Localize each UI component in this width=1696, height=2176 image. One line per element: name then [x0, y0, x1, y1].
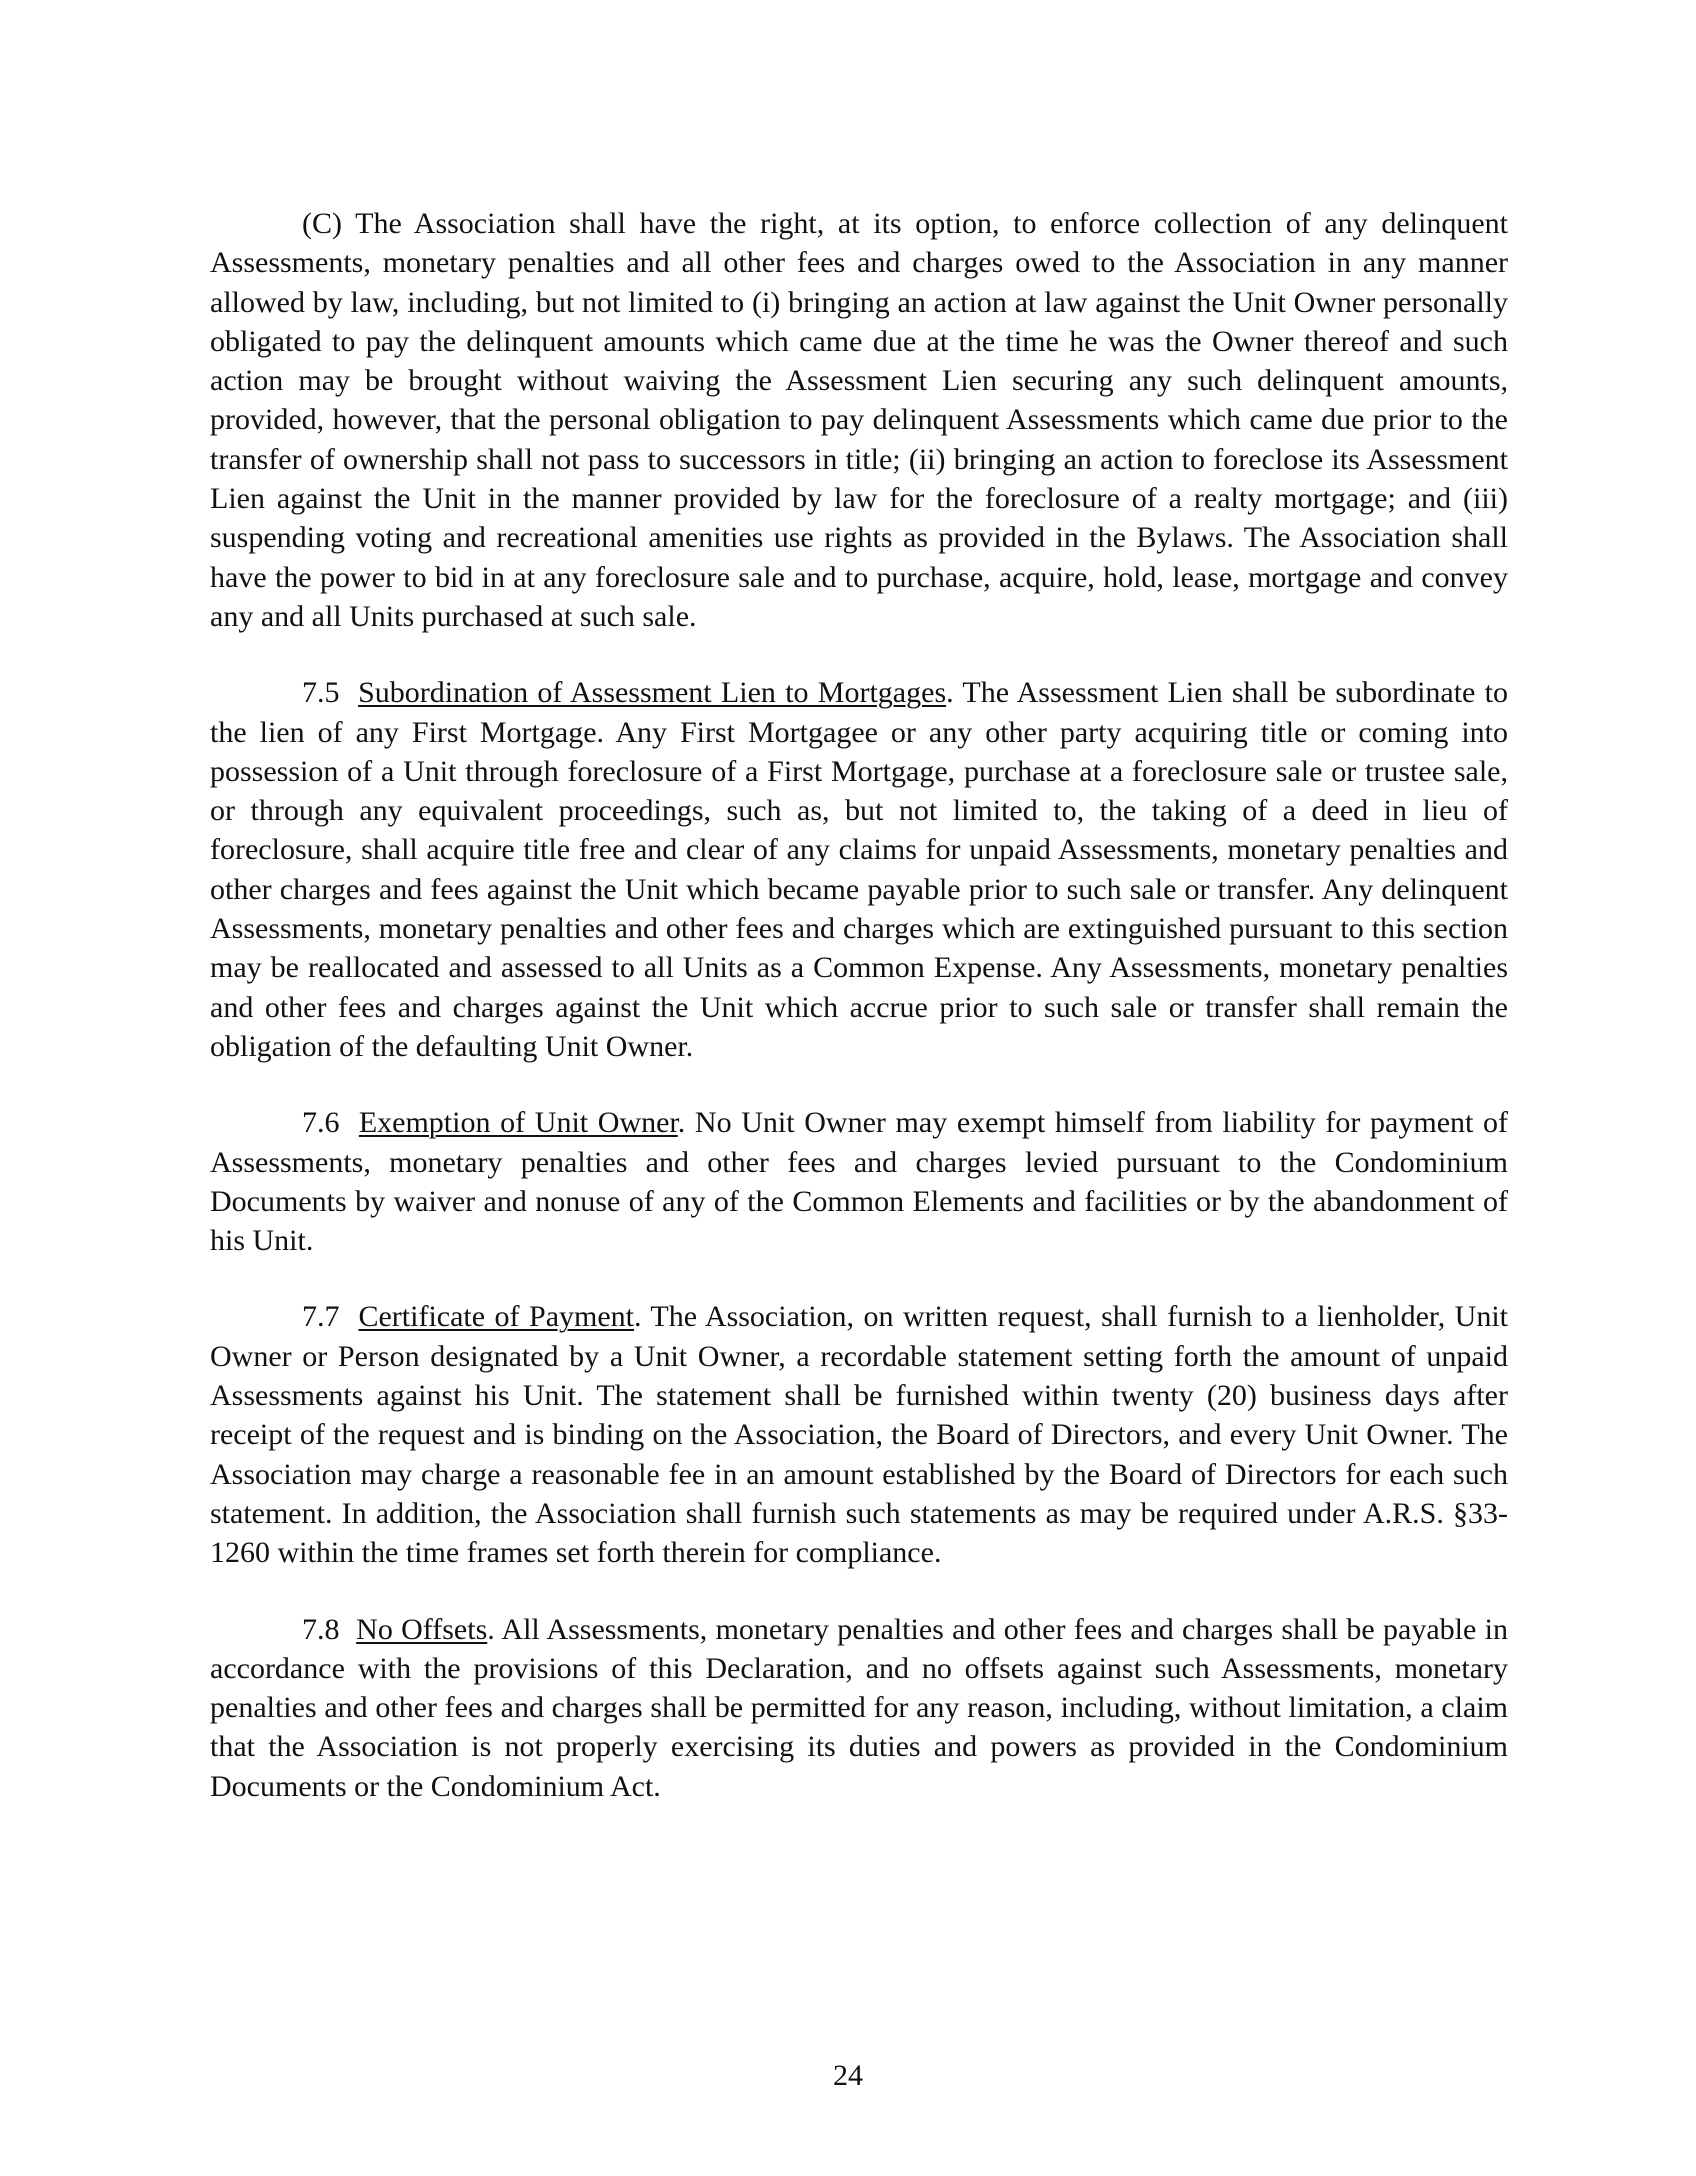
- document-page: [210, 204, 1508, 1843]
- section-7-5: [210, 673, 1508, 1066]
- paragraph-text: (C) The Association shall have the right, at its option, to enforce collection of any delinquent Assessments, monetary penalties and all other fees and charges owed to the Association in any manner allowed by law, including, but not limited to (i) bringing an action at law against the Unit Owner personally obligated to pay the delinquent amounts which came due at the time he was the Owner thereof and such action may be brought without waiving the Assessment Lien securing any such delinquent amounts, provided, however, that the personal obligation to pay delinquent Assessments which came due prior to the transfer of ownership shall not pass to successors in title; (ii) bringing an action to foreclose its Assessment Lien against the Unit in the manner provided by law for the foreclosure of a realty mortgage; and (iii) suspending voting and recreational amenities use rights as provided in the Bylaws. The Association shall have the power to bid in at any foreclosure sale and to purchase, acquire, hold, lease, mortgage and convey any and all Units purchased at such sale.: [210, 207, 1508, 633]
- section-text: . All Assessments, monetary penalties and other fees and charges shall be payable in accordance with the provisions of this Declaration, and no offsets against such Assessments, monetary penalties and other fees and charges shall be permitted for any reason, including, without limitation, a claim that the Association is not properly exercising its duties and powers as provided in the Condominium Documents or the Condominium Act.: [210, 1612, 1508, 1803]
- section-text: . No Unit Owner may exempt himself from liability for payment of Assessments, monetary penalties and other fees and charges levied pursuant to the Condominium Documents by waiver and nonuse of any of the Common Elements and facilities or by the abandonment of his Unit.: [210, 1106, 1509, 1258]
- page-number: 24: [833, 2059, 863, 2092]
- section-heading: Certificate of Payment: [358, 1300, 634, 1334]
- section-heading: Exemption of Unit Owner: [358, 1106, 678, 1140]
- section-heading: No Offsets: [356, 1612, 488, 1646]
- paragraph-c-collection: [210, 204, 1508, 636]
- section-7-6: [210, 1103, 1508, 1260]
- section-number: 7.8: [302, 1612, 340, 1646]
- section-number: 7.6: [302, 1106, 340, 1140]
- section-7-8: [210, 1610, 1508, 1806]
- section-text: . The Association, on written request, shall furnish to a lienholder, Unit Owner or Person designated by a Unit Owner, a recordable statement setting forth the amount of unpaid Assessments against his Unit. The statement shall be furnished within twenty (20) business days after receipt of the request and is binding on the Association, the Board of Directors, and every Unit Owner. The Association may charge a reasonable fee in an amount established by the Board of Directors for each such statement. In addition, the Association shall furnish such statements as may be required under A.R.S. §33-1260 within the time frames set forth therein for compliance.: [210, 1300, 1509, 1570]
- section-heading: Subordination of Assessment Lien to Mortgages: [358, 676, 947, 710]
- section-number: 7.5: [302, 676, 340, 710]
- section-text: . The Assessment Lien shall be subordinate to the lien of any First Mortgage. Any First Mortgagee or any other party acquiring title or coming into possession of a Unit through foreclosure of a First Mortgage, purchase at a foreclosure sale or trustee sale, or through any equivalent proceedings, such as, but not limited to, the taking of a deed in lieu of foreclosure, shall acquire title free and clear of any claims for unpaid Assessments, monetary penalties and other charges and fees against the Unit which became payable prior to such sale or transfer. Any delinquent Assessments, monetary penalties and other fees and charges which are extinguished pursuant to this section may be reallocated and assessed to all Units as a Common Expense. Any Assessments, monetary penalties and other fees and charges against the Unit which accrue prior to such sale or transfer shall remain the obligation of the defaulting Unit Owner.: [210, 676, 1508, 1063]
- section-number: 7.7: [302, 1300, 340, 1334]
- section-7-7: [210, 1297, 1508, 1572]
